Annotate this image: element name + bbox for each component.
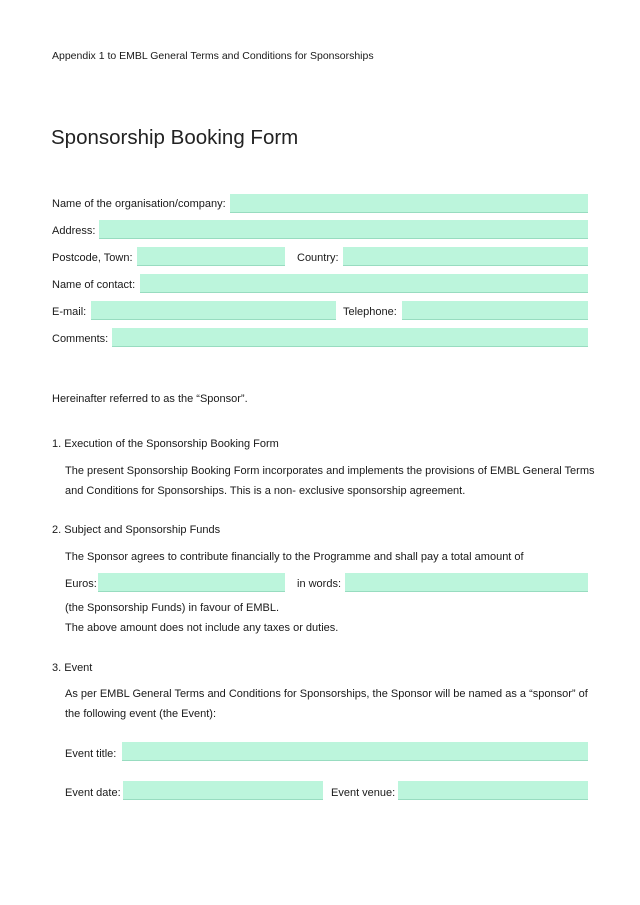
- euros-field[interactable]: [98, 573, 285, 592]
- appendix-note: Appendix 1 to EMBL General Terms and Conditions for Sponsorships: [52, 50, 374, 62]
- section-1-line-1: The present Sponsorship Booking Form incorporates and implements the provisions of EMBL General Terms: [65, 465, 595, 477]
- comments-input[interactable]: [112, 328, 588, 346]
- telephone-field[interactable]: [402, 301, 588, 320]
- section-3-line-1: As per EMBL General Terms and Conditions for Sponsorships, the Sponsor will be named as a “sponsor” of: [65, 688, 588, 700]
- section-3-line-2: the following event (the Event):: [65, 708, 217, 720]
- hereinafter-text: Hereinafter referred to as the “Sponsor”.: [52, 393, 248, 405]
- page-title: Sponsorship Booking Form: [51, 126, 299, 149]
- comments-label: Comments:: [52, 333, 109, 345]
- in-words-label: in words:: [297, 578, 342, 590]
- event-venue-input[interactable]: [398, 781, 588, 799]
- telephone-input[interactable]: [402, 301, 588, 319]
- email-field[interactable]: [91, 301, 336, 320]
- event-title-field[interactable]: [122, 742, 588, 761]
- email-label: E-mail:: [52, 306, 87, 318]
- in-words-field[interactable]: [345, 573, 588, 592]
- section-2-heading: 2. Subject and Sponsorship Funds: [52, 524, 221, 536]
- contact-label: Name of contact:: [52, 279, 136, 291]
- country-input[interactable]: [343, 247, 588, 265]
- section-3-heading: 3. Event: [52, 662, 93, 674]
- section-1-heading: 1. Execution of the Sponsorship Booking Form: [52, 438, 279, 450]
- comments-field[interactable]: [112, 328, 588, 347]
- address-label: Address:: [52, 225, 96, 237]
- event-venue-field[interactable]: [398, 781, 588, 800]
- country-field[interactable]: [343, 247, 588, 266]
- event-date-input[interactable]: [123, 781, 323, 799]
- address-field[interactable]: [99, 220, 588, 239]
- postcode-label: Postcode, Town:: [52, 252, 133, 264]
- euros-label: Euros:: [65, 578, 97, 590]
- postcode-field[interactable]: [137, 247, 285, 266]
- event-venue-label: Event venue:: [331, 787, 396, 799]
- in-words-input[interactable]: [345, 573, 588, 591]
- event-date-field[interactable]: [123, 781, 323, 800]
- taxes-line: The above amount does not include any taxes or duties.: [65, 622, 339, 634]
- email-input[interactable]: [91, 301, 336, 319]
- country-label: Country:: [297, 252, 339, 264]
- organisation-field[interactable]: [230, 194, 588, 213]
- section-2-intro: The Sponsor agrees to contribute financially to the Programme and shall pay a total amount of: [65, 551, 524, 563]
- postcode-input[interactable]: [137, 247, 285, 265]
- contact-field[interactable]: [140, 274, 588, 293]
- address-input[interactable]: [99, 220, 588, 238]
- event-title-label: Event title:: [65, 748, 117, 760]
- contact-input[interactable]: [140, 274, 588, 292]
- event-title-input[interactable]: [122, 742, 588, 760]
- section-1-line-2: and Conditions for Sponsorships. This is a non- exclusive sponsorship agreement.: [65, 485, 466, 497]
- sponsorship-funds-line: (the Sponsorship Funds) in favour of EMBL.: [65, 602, 279, 614]
- organisation-input[interactable]: [230, 194, 588, 212]
- telephone-label: Telephone:: [343, 306, 397, 318]
- euros-input[interactable]: [98, 573, 285, 591]
- event-date-label: Event date:: [65, 787, 121, 799]
- organisation-label: Name of the organisation/company:: [52, 198, 226, 210]
